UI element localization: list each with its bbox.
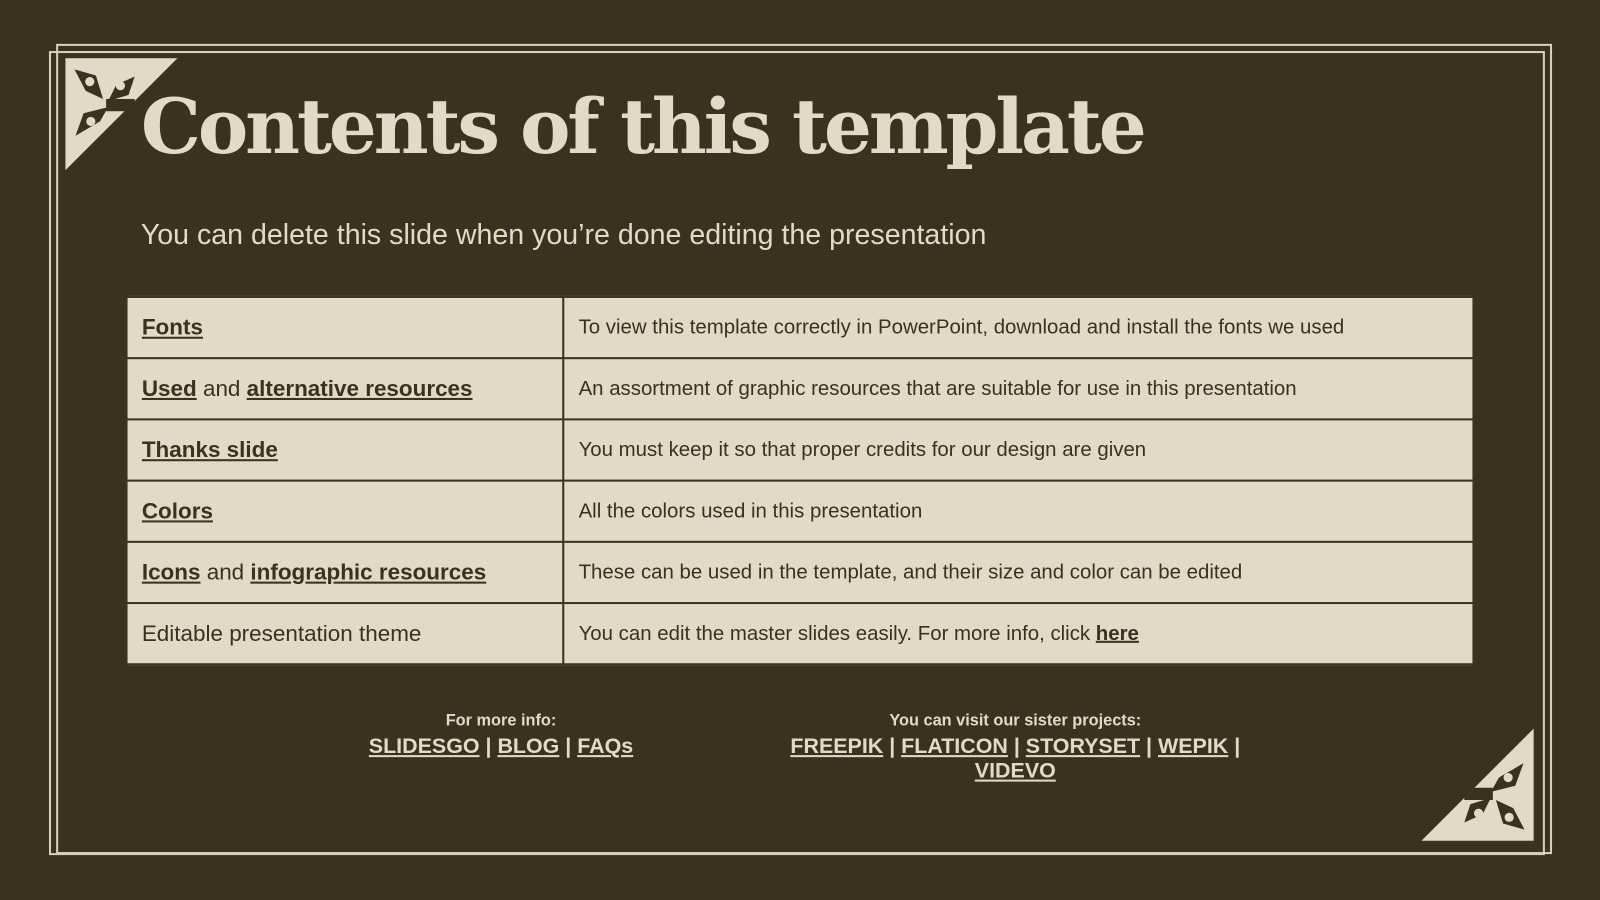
separator: | (883, 734, 902, 759)
footer-link-flaticon[interactable]: FLATICON (901, 734, 1008, 759)
table-row (127, 542, 1474, 603)
row-topic (127, 603, 564, 664)
ornament-corner-bottom-right-icon (1421, 729, 1535, 843)
link[interactable]: Used (141, 375, 197, 402)
footer-link-freepik[interactable]: FREEPIK (790, 734, 884, 759)
link[interactable]: Fonts (141, 314, 203, 340)
link[interactable]: here (1095, 621, 1139, 645)
link[interactable]: Icons (141, 559, 201, 585)
subtitle: You can delete this slide when you’re done editing the presentation (140, 218, 987, 250)
row-description (563, 419, 1473, 480)
row-topic (127, 419, 564, 480)
row-description (563, 481, 1473, 542)
row-topic (127, 358, 564, 419)
row-description (563, 297, 1473, 358)
text: and (196, 375, 247, 402)
separator: | (1007, 734, 1026, 759)
row-description (563, 542, 1473, 603)
link[interactable]: infographic resources (250, 559, 487, 585)
text: and (200, 559, 251, 585)
footer-link-storyset[interactable]: STORYSET (1025, 734, 1141, 759)
footer-heading: For more info: (445, 712, 557, 730)
text: Editable presentation theme (141, 620, 422, 646)
table-row (127, 297, 1474, 358)
text: You can edit the master slides easily. For more info, click (578, 621, 1096, 645)
link[interactable]: Thanks slide (141, 436, 278, 463)
row-topic (127, 481, 564, 542)
row-topic (127, 297, 564, 358)
footer-more-info (348, 712, 654, 759)
table-row (127, 358, 1474, 419)
text: You must keep it so that proper credits for our design are given (578, 438, 1147, 461)
page-title: Contents of this template (140, 83, 1144, 172)
footer-sister-projects (760, 712, 1270, 783)
text: To view this template correctly in PowerPoint, download and install the fonts we used (578, 315, 1345, 339)
row-description (563, 603, 1473, 664)
link[interactable]: alternative resources (246, 375, 473, 402)
footer-link-slidesgo[interactable]: SLIDESGO (368, 734, 480, 759)
link[interactable]: Colors (141, 497, 213, 524)
footer-link-videvo[interactable]: VIDEVO (974, 759, 1056, 783)
table-row (127, 419, 1474, 480)
row-description (563, 358, 1473, 419)
text: All the colors used in this presentation (578, 499, 923, 522)
table-row (127, 481, 1474, 542)
separator: | (479, 734, 498, 759)
text: These can be used in the template, and their size and color can be edited (578, 560, 1243, 584)
footer-link-wepik[interactable]: WEPIK (1158, 734, 1229, 759)
footer-heading: You can visit our sister projects: (889, 712, 1142, 730)
footer-link-faqs[interactable]: FAQs (577, 734, 634, 759)
footer-link-blog[interactable]: BLOG (497, 734, 560, 759)
contents-table (126, 296, 1475, 665)
footer-links (760, 735, 1270, 784)
row-topic (127, 542, 564, 603)
table-row (127, 603, 1474, 664)
text: An assortment of graphic resources that are suitable for use in this presentation (578, 377, 1297, 400)
separator: | (559, 734, 578, 759)
separator: | (1140, 734, 1159, 759)
footer-links (348, 735, 654, 759)
separator: | (1228, 734, 1241, 759)
